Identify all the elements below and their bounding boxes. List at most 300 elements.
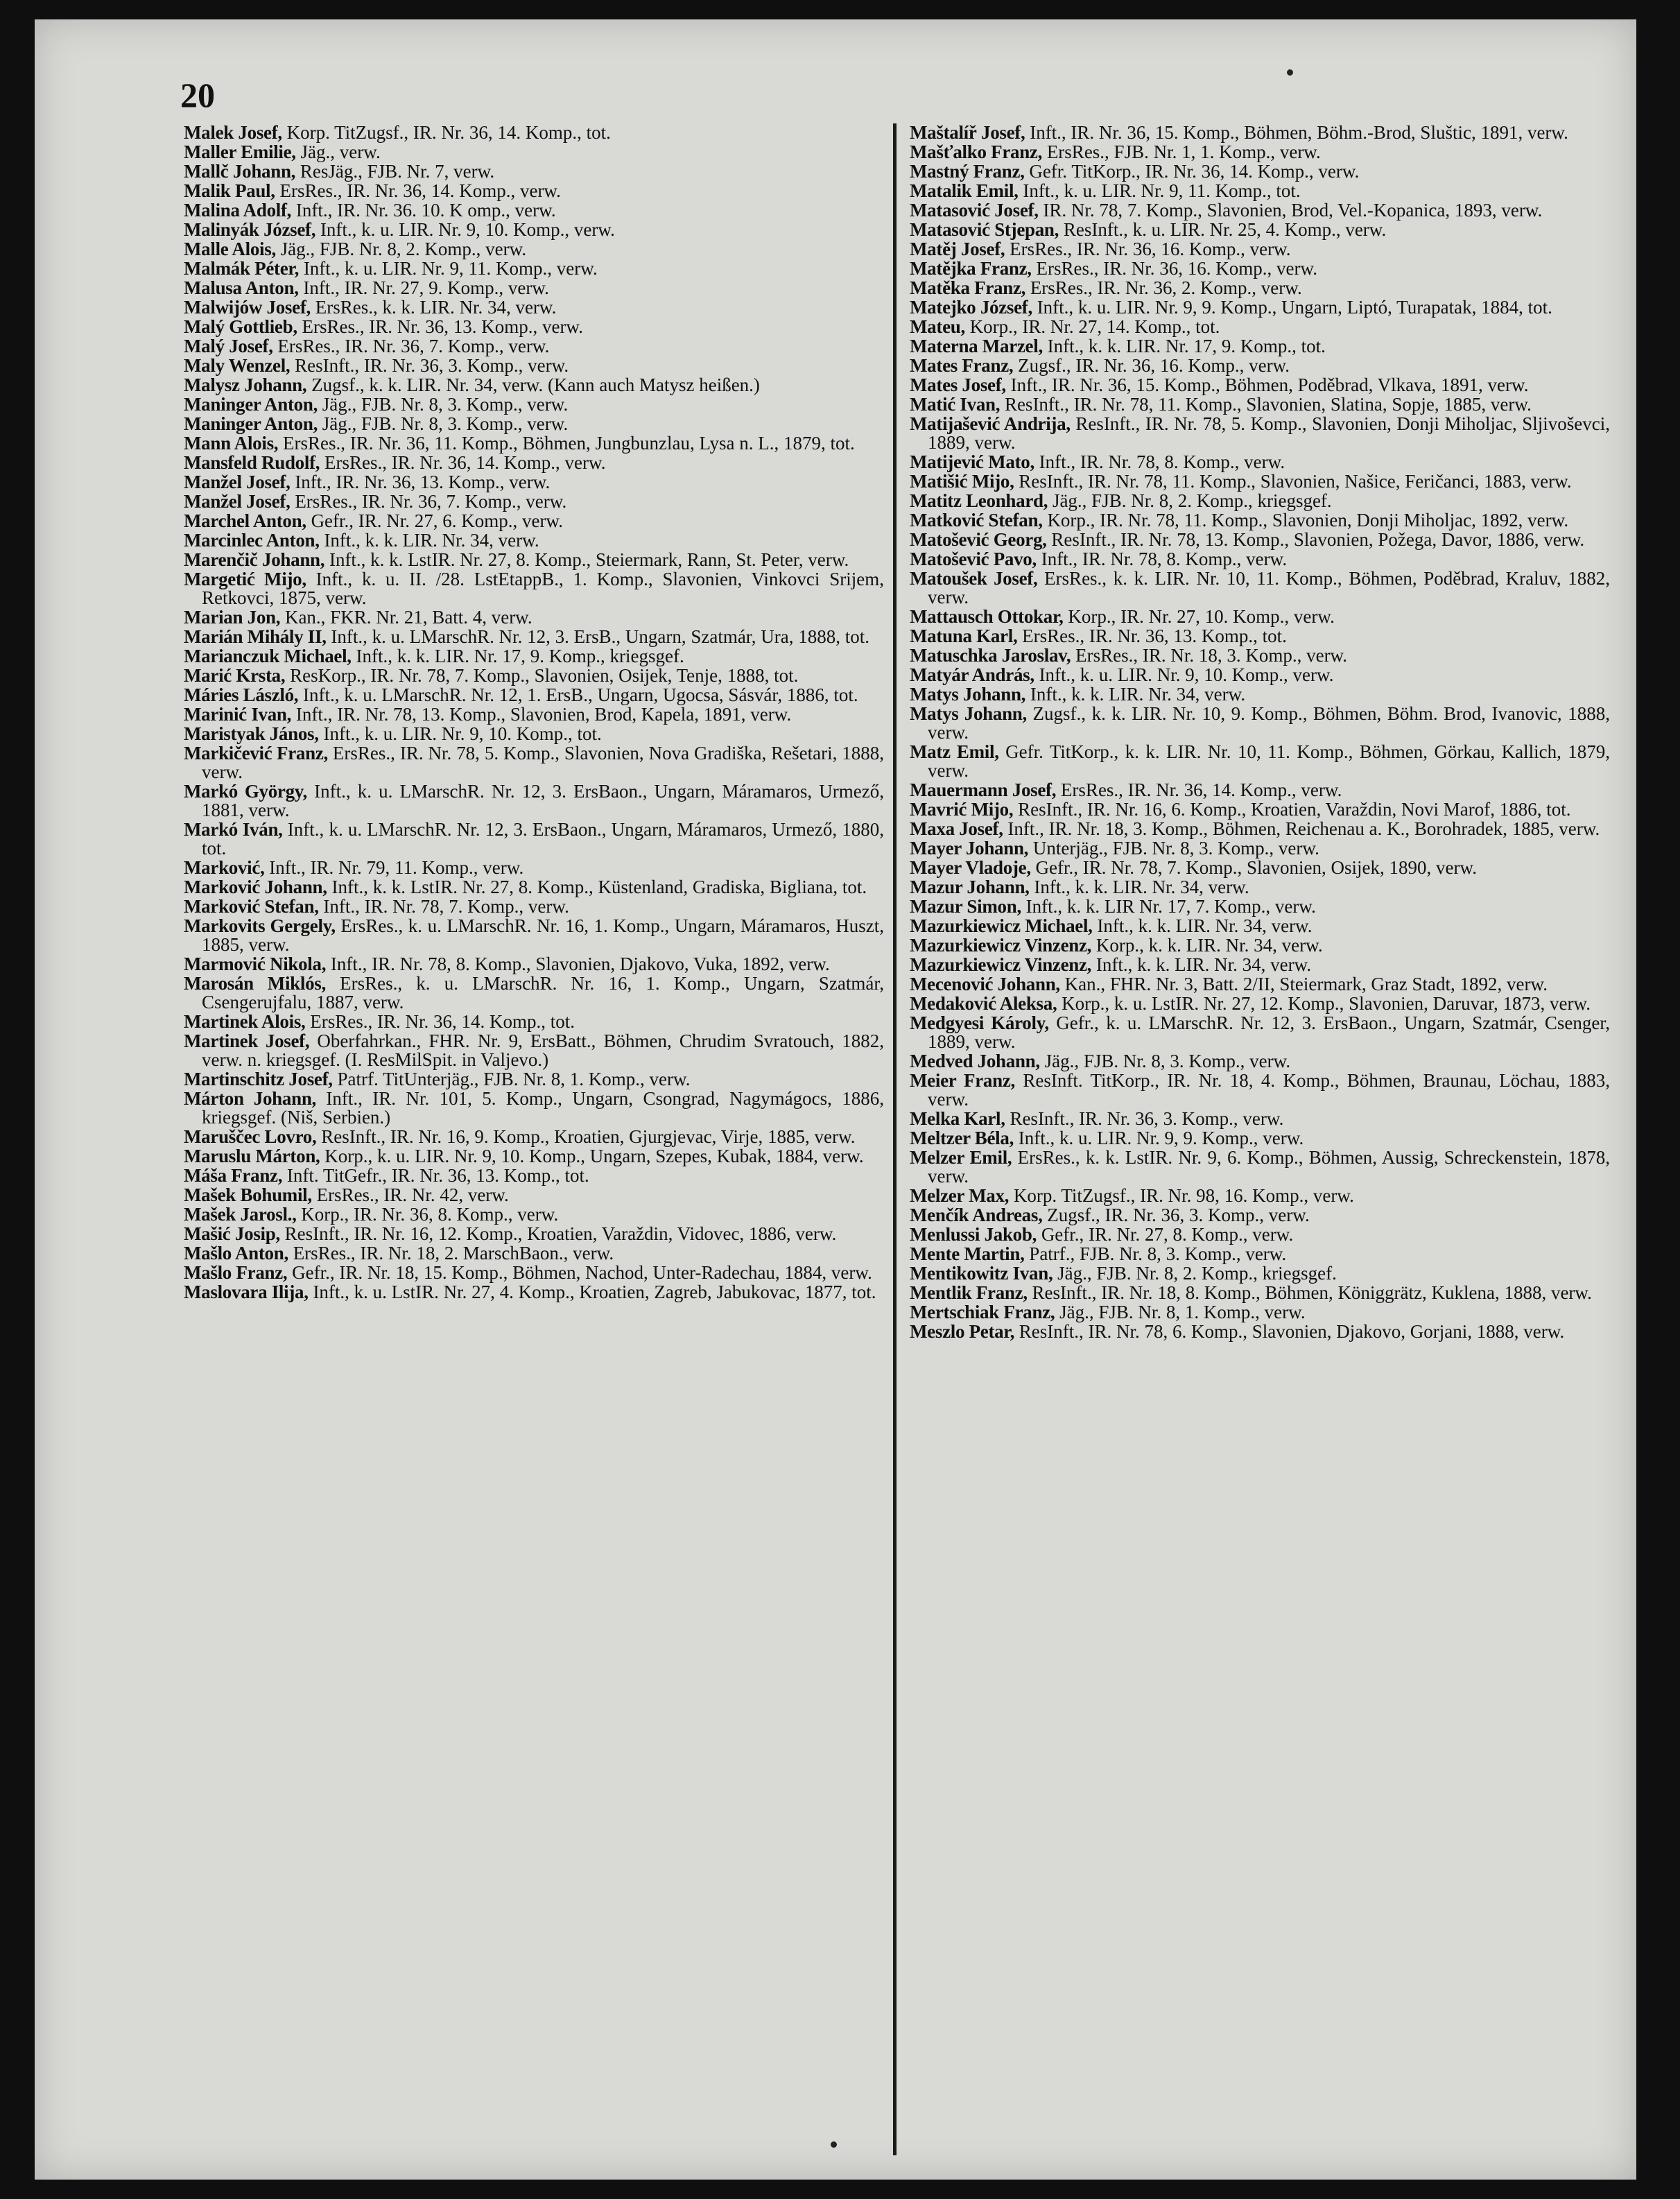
entry-name: Markó Iván, bbox=[184, 819, 283, 840]
entry-name: Malina Adolf, bbox=[184, 200, 292, 221]
entry-details: Gefr., IR. Nr. 27, 6. Komp., verw. bbox=[306, 510, 564, 531]
entry-details: ErsRes., IR. Nr. 36, 7. Komp., verw. bbox=[290, 491, 567, 512]
list-item bbox=[184, 705, 884, 724]
entry-details: ResInft. TitKorp., IR. Nr. 18, 4. Komp., Böhmen, Braunau, Löchau, 1883, verw. bbox=[928, 1070, 1610, 1110]
entry-name: Menčík Andreas, bbox=[910, 1205, 1043, 1225]
entry-details: ResKorp., IR. Nr. 78, 7. Komp., Slavonien, Osijek, Tenje, 1888, tot. bbox=[285, 665, 799, 686]
list-item bbox=[910, 607, 1610, 626]
list-item bbox=[910, 975, 1610, 994]
entry-details: Jäg., FJB. Nr. 8, 2. Komp., verw. bbox=[275, 239, 527, 259]
entry-details: Jäg., FJB. Nr. 8, 3. Komp., verw. bbox=[1039, 1051, 1291, 1071]
entry-name: Matěka Franz, bbox=[910, 277, 1026, 298]
entry-details: Inft., IR. Nr. 78, 13. Komp., Slavonien, Brod, Kapela, 1891, verw. bbox=[291, 704, 792, 725]
entry-details: ResJäg., FJB. Nr. 7, verw. bbox=[295, 161, 495, 182]
list-item bbox=[910, 956, 1610, 974]
entry-details: ResInft., IR. Nr. 78, 11. Komp., Slavonien, Našice, Feričanci, 1883, verw. bbox=[1014, 471, 1572, 492]
list-item bbox=[910, 531, 1610, 549]
list-item bbox=[910, 1245, 1610, 1264]
entry-name: Maxa Josef, bbox=[910, 818, 1003, 839]
entry-name: Markičević Franz, bbox=[184, 743, 328, 764]
list-item bbox=[184, 182, 884, 200]
entry-name: Malek Josef, bbox=[184, 122, 282, 143]
list-item bbox=[184, 259, 884, 278]
entry-name: Martinek Josef, bbox=[184, 1030, 310, 1051]
list-item bbox=[184, 143, 884, 162]
entry-details: Inft., k. u. LMarschR. Nr. 12, 3. ErsBaon., Ungarn, Máramaros, Urmező, 1880, tot. bbox=[202, 819, 884, 859]
entry-details: ResInft., IR. Nr. 16, 6. Komp., Kroatien, Varaždin, Novi Marof, 1886, tot. bbox=[1013, 799, 1571, 820]
entry-details: ResInft., IR. Nr. 36, 3. Komp., verw. bbox=[1005, 1108, 1284, 1129]
entry-name: Matejko József, bbox=[910, 297, 1032, 318]
entry-name: Márton Johann, bbox=[184, 1088, 316, 1109]
list-item bbox=[184, 512, 884, 531]
list-item bbox=[910, 395, 1610, 414]
entry-details: Inft., k. u. LIR. Nr. 9, 10. Komp., verw. bbox=[315, 219, 615, 240]
entry-details: Inft., k. k. LIR. Nr. 17, 9. Komp., tot. bbox=[1042, 336, 1326, 356]
list-item bbox=[910, 1129, 1610, 1148]
entry-details: ErsRes., k. k. LstIR. Nr. 9, 6. Komp., Böhmen, Aussig, Schreckenstein, 1878, verw. bbox=[928, 1147, 1610, 1187]
entry-details: Oberfahrkan., FHR. Nr. 9, ErsBatt., Böhmen, Chrudim Svratouch, 1882, verw. n. kriegsgef. (I. ResMilSpit. in Valjevo.) bbox=[202, 1030, 884, 1070]
entry-details: ErsRes., IR. Nr. 36, 14. Komp., verw. bbox=[1056, 779, 1342, 800]
list-item bbox=[184, 279, 884, 297]
list-item bbox=[910, 123, 1610, 142]
list-item bbox=[910, 569, 1610, 607]
entry-name: Maruščec Lovro, bbox=[184, 1126, 317, 1147]
entry-details: ErsRes., IR. Nr. 18, 3. Komp., verw. bbox=[1071, 645, 1348, 666]
entry-name: Mentikowitz Ivan, bbox=[910, 1263, 1053, 1284]
entry-name: Mattausch Ottokar, bbox=[910, 606, 1064, 627]
entry-name: Matišić Mijo, bbox=[910, 471, 1014, 492]
entry-details: Patrf., FJB. Nr. 8, 3. Komp., verw. bbox=[1024, 1243, 1287, 1264]
list-item bbox=[184, 1225, 884, 1243]
list-item bbox=[910, 1110, 1610, 1128]
list-item bbox=[910, 839, 1610, 858]
list-item bbox=[184, 1244, 884, 1263]
list-item bbox=[910, 627, 1610, 646]
list-item bbox=[910, 781, 1610, 800]
entry-name: Mašťalko Franz, bbox=[910, 141, 1043, 162]
entry-name: Mašek Bohumil, bbox=[184, 1184, 312, 1205]
list-item bbox=[910, 492, 1610, 510]
entry-details: Korp., IR. Nr. 27, 10. Komp., verw. bbox=[1063, 606, 1335, 627]
entry-name: Marosán Miklós, bbox=[184, 973, 326, 994]
entry-details: Inft., IR. Nr. 78, 8. Komp., verw. bbox=[1034, 451, 1285, 472]
list-item bbox=[184, 473, 884, 492]
entry-details: Zugsf., k. k. LIR. Nr. 10, 9. Komp., Böhmen, Böhm. Brod, Ivanovic, 1888, verw. bbox=[928, 703, 1610, 743]
entry-name: Matuna Karl, bbox=[910, 626, 1018, 646]
entry-details: Patrf. TitUnterjäg., FJB. Nr. 8, 1. Komp., verw. bbox=[332, 1069, 691, 1089]
entry-name: Mayer Johann, bbox=[910, 838, 1029, 859]
entry-name: Matz Emil, bbox=[910, 741, 999, 762]
list-item bbox=[910, 472, 1610, 491]
entry-details: Gefr., IR. Nr. 18, 15. Komp., Böhmen, Nachod, Unter-Radechau, 1884, verw. bbox=[287, 1262, 872, 1283]
entry-details: ErsRes., IR. Nr. 36, 7. Komp., verw. bbox=[272, 336, 550, 356]
entry-details: Inft., IR. Nr. 36, 13. Komp., verw. bbox=[290, 472, 551, 492]
entry-details: Inft., k. u. LMarschR. Nr. 12, 3. ErsB., Ungarn, Szatmár, Ura, 1888, tot. bbox=[326, 626, 869, 647]
list-item bbox=[910, 1014, 1610, 1051]
list-item bbox=[910, 356, 1610, 375]
entry-details: Jäg., FJB. Nr. 8, 2. Komp., kriegsgef. bbox=[1048, 490, 1332, 511]
entry-details: Inft., IR. Nr. 78, 7. Komp., verw. bbox=[318, 896, 569, 917]
entry-name: Meier Franz, bbox=[910, 1070, 1015, 1091]
entry-details: Korp., k. u. LIR. Nr. 9, 10. Komp., Ungarn, Szepes, Kubak, 1884, verw. bbox=[320, 1146, 864, 1166]
entry-details: Inft., k. u. II. /28. LstEtappB., 1. Komp., Slavonien, Vinkovci Srijem, Retkovci, 1875, verw. bbox=[202, 569, 884, 608]
entry-details: Inft., k. u. LstIR. Nr. 27, 4. Komp., Kroatien, Zagreb, Jabukovac, 1877, tot. bbox=[308, 1282, 876, 1302]
list-item bbox=[184, 628, 884, 646]
entry-details: ErsRes., IR. Nr. 36, 2. Komp., verw. bbox=[1025, 277, 1302, 298]
entry-name: Maninger Anton, bbox=[184, 413, 318, 434]
entry-name: Maninger Anton, bbox=[184, 394, 318, 415]
entry-name: Mavrić Mijo, bbox=[910, 799, 1014, 820]
entry-name: Mayer Vladoje, bbox=[910, 857, 1031, 878]
entry-name: Matějka Franz, bbox=[910, 258, 1032, 279]
entry-details: ResInft., IR. Nr. 78, 6. Komp., Slavonien, Djakovo, Gorjani, 1888, verw. bbox=[1014, 1321, 1565, 1342]
entry-name: Mertschiak Franz, bbox=[910, 1302, 1055, 1322]
list-item bbox=[184, 1128, 884, 1146]
entry-name: Marchel Anton, bbox=[184, 510, 306, 531]
entry-details: IR. Nr. 78, 7. Komp., Slavonien, Brod, Vel.-Kopanica, 1893, verw. bbox=[1038, 200, 1543, 221]
entry-details: ErsRes., k. u. LMarschR. Nr. 16, 1. Komp., Ungarn, Máramaros, Huszt, 1885, verw. bbox=[202, 915, 884, 955]
list-item bbox=[184, 337, 884, 356]
list-item bbox=[184, 1070, 884, 1089]
list-item bbox=[184, 1147, 884, 1166]
left-column bbox=[184, 123, 884, 1302]
list-item bbox=[910, 1322, 1610, 1341]
entry-details: Inft., IR. Nr. 36. 10. K omp., verw. bbox=[291, 200, 556, 221]
list-item bbox=[910, 705, 1610, 742]
entry-details: ErsRes., IR. Nr. 36, 13. Komp., verw. bbox=[297, 316, 583, 337]
entry-name: Mašlo Franz, bbox=[184, 1262, 288, 1283]
entry-name: Marián Mihály II, bbox=[184, 626, 327, 647]
entry-name: Marenčič Johann, bbox=[184, 549, 325, 570]
entry-details: Jäg., FJB. Nr. 8, 2. Komp., kriegsgef. bbox=[1053, 1263, 1337, 1284]
entry-name: Marcinlec Anton, bbox=[184, 530, 320, 551]
entry-details: Inft. TitGefr., IR. Nr. 36, 13. Komp., tot. bbox=[282, 1165, 589, 1186]
list-item bbox=[910, 666, 1610, 684]
list-item bbox=[184, 162, 884, 181]
list-item bbox=[184, 221, 884, 239]
list-item bbox=[184, 454, 884, 472]
list-item bbox=[910, 240, 1610, 259]
list-item bbox=[910, 453, 1610, 472]
list-item bbox=[910, 318, 1610, 336]
entry-name: Matošević Pavo, bbox=[910, 549, 1037, 569]
entry-details: Zugsf., k. k. LIR. Nr. 34, verw. (Kann auch Matysz heißen.) bbox=[306, 374, 760, 395]
list-item bbox=[910, 800, 1610, 819]
entry-name: Matijević Mato, bbox=[910, 451, 1034, 472]
list-item bbox=[910, 1303, 1610, 1322]
right-column bbox=[910, 123, 1610, 1342]
entry-name: Maslovara Ilija, bbox=[184, 1282, 309, 1302]
list-item bbox=[184, 1283, 884, 1302]
entry-details: ErsRes., k. k. LIR. Nr. 34, verw. bbox=[310, 297, 557, 318]
entry-name: Mente Martin, bbox=[910, 1243, 1025, 1264]
entry-details: Inft., k. u. LIR. Nr. 9, 9. Komp., Ungarn, Liptó, Turapatak, 1884, tot. bbox=[1032, 297, 1552, 318]
entry-details: Inft., k. u. LIR. Nr. 9, 11. Komp., tot. bbox=[1018, 180, 1301, 201]
entry-details: Inft., k. k. LIR Nr. 17, 7. Komp., verw. bbox=[1021, 896, 1316, 917]
entry-name: Menlussi Jakob, bbox=[910, 1224, 1037, 1245]
entry-name: Matasović Stjepan, bbox=[910, 219, 1059, 240]
list-item bbox=[184, 201, 884, 220]
entry-details: ErsRes., k. k. LIR. Nr. 10, 11. Komp., Böhmen, Poděbrad, Kraluv, 1882, verw. bbox=[928, 568, 1610, 607]
entry-details: Inft., k. u. LMarschR. Nr. 12, 3. ErsBaon., Ungarn, Máramaros, Urmező, 1881, verw. bbox=[202, 781, 884, 820]
entry-name: Matošević Georg, bbox=[910, 529, 1047, 550]
entry-name: Matasović Josef, bbox=[910, 200, 1039, 221]
list-item bbox=[184, 686, 884, 705]
entry-name: Mašić Josip, bbox=[184, 1223, 280, 1244]
list-item bbox=[910, 162, 1610, 181]
entry-details: Inft., k. k. LIR. Nr. 17, 9. Komp., kriegsgef. bbox=[351, 646, 684, 666]
entry-details: Gefr. TitKorp., k. k. LIR. Nr. 10, 11. Komp., Böhmen, Görkau, Kallich, 1879, verw. bbox=[928, 741, 1611, 781]
entry-details: ErsRes., IR. Nr. 36, 13. Komp., tot. bbox=[1017, 626, 1287, 646]
entry-details: ResInft., k. u. LIR. Nr. 25, 4. Komp., verw. bbox=[1059, 219, 1387, 240]
entry-name: Marian Jon, bbox=[184, 607, 281, 628]
entry-details: ErsRes., k. u. LMarschR. Nr. 16, 1. Komp., Ungarn, Szatmár, Csengerujfalu, 1887, verw. bbox=[202, 973, 884, 1012]
entry-name: Mazur Johann, bbox=[910, 877, 1030, 897]
entry-name: Matijašević Andrija, bbox=[910, 413, 1071, 434]
list-item bbox=[184, 376, 884, 395]
list-item bbox=[184, 1205, 884, 1224]
entry-name: Mates Franz, bbox=[910, 355, 1014, 376]
list-item bbox=[910, 337, 1610, 356]
entry-name: Matić Ivan, bbox=[910, 394, 1001, 415]
entry-name: Mann Alois, bbox=[184, 433, 279, 454]
entry-details: ErsRes., FJB. Nr. 1, 1. Komp., verw. bbox=[1042, 141, 1321, 162]
list-item bbox=[910, 646, 1610, 665]
entry-name: Maristyak János, bbox=[184, 723, 319, 744]
entry-details: Korp., IR. Nr. 27, 14. Komp., tot. bbox=[964, 316, 1220, 337]
entry-name: Martinschitz Josef, bbox=[184, 1069, 333, 1089]
entry-name: Marianczuk Michael, bbox=[184, 646, 352, 666]
entry-details: Inft., IR. Nr. 101, 5. Komp., Ungarn, Csongrad, Nagymágocs, 1886, kriegsgef. (Niš, Serbien.) bbox=[202, 1088, 884, 1128]
list-item bbox=[910, 221, 1610, 239]
entry-name: Maštalíř Josef, bbox=[910, 122, 1025, 143]
entry-name: Maller Emilie, bbox=[184, 141, 296, 162]
entry-details: Gefr., k. u. LMarschR. Nr. 12, 3. ErsBaon., Ungarn, Szatmár, Csenger, 1889, verw. bbox=[928, 1012, 1611, 1052]
list-item bbox=[184, 570, 884, 607]
entry-name: Medgyesi Károly, bbox=[910, 1012, 1049, 1033]
entry-details: Korp., IR. Nr. 78, 11. Komp., Slavonien, Donji Miholjac, 1892, verw. bbox=[1042, 510, 1569, 531]
entry-details: ResInft., IR. Nr. 36, 3. Komp., verw. bbox=[290, 355, 569, 376]
list-item bbox=[184, 782, 884, 820]
list-item bbox=[184, 123, 884, 142]
entry-details: Unterjäg., FJB. Nr. 8, 3. Komp., verw. bbox=[1028, 838, 1319, 859]
entry-details: Kan., FHR. Nr. 3, Batt. 2/II, Steiermark, Graz Stadt, 1892, verw. bbox=[1059, 974, 1548, 994]
entry-details: Inft., IR. Nr. 79, 11. Komp., verw. bbox=[264, 857, 524, 878]
entry-details: Jäg., FJB. Nr. 8, 3. Komp., verw. bbox=[318, 413, 569, 434]
entry-details: Inft., k. k. LIR. Nr. 34, verw. bbox=[1092, 915, 1313, 936]
entry-name: Malinyák József, bbox=[184, 219, 316, 240]
list-item bbox=[910, 1148, 1610, 1186]
list-item bbox=[910, 897, 1610, 916]
entry-details: Inft., k. k. LstIR. Nr. 27, 8. Komp., Küstenland, Gradiska, Bigliana, tot. bbox=[327, 877, 867, 897]
entry-name: Malwijów Josef, bbox=[184, 297, 311, 318]
list-item bbox=[910, 376, 1610, 395]
list-item bbox=[184, 395, 884, 414]
entry-details: ErsRes., IR. Nr. 78, 5. Komp., Slavonien, Nova Gradiška, Rešetari, 1888, verw. bbox=[202, 743, 885, 782]
entry-name: Mazur Simon, bbox=[910, 896, 1021, 917]
entry-name: Manžel Josef, bbox=[184, 472, 291, 492]
list-item bbox=[184, 666, 884, 685]
entry-name: Matković Stefan, bbox=[910, 510, 1043, 531]
entry-details: Jäg., FJB. Nr. 8, 3. Komp., verw. bbox=[318, 394, 569, 415]
entry-name: Medaković Aleksa, bbox=[910, 993, 1057, 1014]
entry-details: Gefr., IR. Nr. 27, 8. Komp., verw. bbox=[1037, 1224, 1294, 1245]
entry-name: Malý Gottlieb, bbox=[184, 316, 297, 337]
list-item bbox=[184, 492, 884, 511]
entry-details: ErsRes., IR. Nr. 36, 16. Komp., verw. bbox=[1031, 258, 1317, 279]
entry-details: Korp. TitZugsf., IR. Nr. 98, 16. Komp., verw. bbox=[1009, 1185, 1354, 1206]
entry-name: Mazurkiewicz Vinzenz, bbox=[910, 935, 1092, 956]
entry-details: Inft., k. k. LstIR. Nr. 27, 8. Komp., Steiermark, Rann, St. Peter, verw. bbox=[324, 549, 849, 570]
list-item bbox=[910, 182, 1610, 200]
entry-name: Melzer Max, bbox=[910, 1185, 1010, 1206]
entry-name: Meltzer Béla, bbox=[910, 1128, 1014, 1148]
list-item bbox=[184, 917, 884, 954]
entry-details: Jäg., FJB. Nr. 8, 1. Komp., verw. bbox=[1055, 1302, 1306, 1322]
list-item bbox=[910, 1071, 1610, 1109]
entry-name: Mansfeld Rudolf, bbox=[184, 452, 320, 473]
entry-details: ErsRes., IR. Nr. 36, 11. Komp., Böhmen, Jungbunzlau, Lysa n. L., 1879, tot. bbox=[278, 433, 855, 454]
entry-details: Inft., k. k. LIR. Nr. 34, verw. bbox=[1091, 954, 1312, 975]
list-item bbox=[184, 1186, 884, 1205]
list-item bbox=[184, 725, 884, 743]
entry-name: Mastný Franz, bbox=[910, 161, 1025, 182]
list-item bbox=[910, 1225, 1610, 1244]
entry-details: Inft., k. u. LIR. Nr. 9, 10. Komp., verw. bbox=[1034, 664, 1334, 685]
entry-details: ErsRes., IR. Nr. 42, verw. bbox=[311, 1184, 509, 1205]
list-item bbox=[910, 1187, 1610, 1205]
list-item bbox=[910, 511, 1610, 530]
entry-details: Korp. TitZugsf., IR. Nr. 36, 14. Komp., tot. bbox=[282, 122, 611, 143]
list-item bbox=[184, 1089, 884, 1127]
entry-name: Mašek Jarosl., bbox=[184, 1204, 297, 1225]
entry-name: Maly Wenzel, bbox=[184, 355, 291, 376]
list-item bbox=[184, 1264, 884, 1282]
entry-name: Mallč Johann, bbox=[184, 161, 296, 182]
list-item bbox=[910, 878, 1610, 897]
entry-details: Inft., k. k. LIR. Nr. 34, verw. bbox=[1029, 877, 1249, 897]
entry-name: Matys Johann, bbox=[910, 703, 1027, 724]
entry-name: Maruslu Márton, bbox=[184, 1146, 320, 1166]
list-item bbox=[910, 143, 1610, 162]
entry-name: Marković, bbox=[184, 857, 265, 878]
list-item bbox=[184, 1166, 884, 1185]
entry-details: Jäg., verw. bbox=[295, 141, 381, 162]
list-item bbox=[910, 859, 1610, 877]
list-item bbox=[184, 298, 884, 317]
entry-name: Máša Franz, bbox=[184, 1165, 283, 1186]
entry-name: Meszlo Petar, bbox=[910, 1321, 1015, 1342]
list-item bbox=[184, 434, 884, 453]
entry-details: Inft., k. k. LIR. Nr. 34, verw. bbox=[1025, 684, 1246, 705]
document-page bbox=[35, 19, 1636, 2180]
list-item bbox=[910, 685, 1610, 704]
entry-name: Mentlik Franz, bbox=[910, 1282, 1028, 1303]
list-item bbox=[184, 897, 884, 916]
list-item bbox=[910, 936, 1610, 955]
entry-details: Inft., IR. Nr. 36, 15. Komp., Böhmen, Poděbrad, Vlkava, 1891, verw. bbox=[1005, 374, 1529, 395]
list-item bbox=[184, 415, 884, 433]
list-item bbox=[910, 279, 1610, 297]
list-item bbox=[910, 820, 1610, 838]
list-item bbox=[910, 994, 1610, 1013]
entry-details: ResInft., IR. Nr. 78, 5. Komp., Slavonien, Donji Miholjac, Sljivoševci, 1889, verw. bbox=[928, 413, 1610, 453]
entry-name: Markó György, bbox=[184, 781, 307, 802]
entry-details: Korp., k. u. LstIR. Nr. 27, 12. Komp., Slavonien, Daruvar, 1873, verw. bbox=[1057, 993, 1591, 1014]
entry-name: Malý Josef, bbox=[184, 336, 273, 356]
entry-details: Inft., k. u. LIR. Nr. 9, 9. Komp., verw. bbox=[1014, 1128, 1304, 1148]
entry-name: Matalik Emil, bbox=[910, 180, 1019, 201]
list-item bbox=[184, 240, 884, 259]
list-item bbox=[184, 955, 884, 974]
entry-name: Mauermann Josef, bbox=[910, 779, 1057, 800]
list-item bbox=[910, 1052, 1610, 1071]
entry-name: Materna Marzel, bbox=[910, 336, 1043, 356]
entry-name: Margetić Mijo, bbox=[184, 569, 306, 589]
entry-name: Marković Johann, bbox=[184, 877, 327, 897]
speck-mark bbox=[831, 2141, 837, 2148]
entry-details: ErsRes., IR. Nr. 36, 14. Komp., verw. bbox=[275, 180, 561, 201]
entry-name: Matoušek Josef, bbox=[910, 568, 1038, 589]
list-item bbox=[910, 1264, 1610, 1283]
entry-name: Mazurkiewicz Vinzenz, bbox=[910, 954, 1092, 975]
list-item bbox=[910, 917, 1610, 935]
list-item bbox=[910, 743, 1610, 780]
entry-name: Martinek Alois, bbox=[184, 1011, 306, 1032]
entry-details: ResInft., IR. Nr. 78, 13. Komp., Slavonien, Požega, Davor, 1886, verw. bbox=[1046, 529, 1585, 550]
list-item bbox=[184, 608, 884, 627]
entry-name: Mecenović Johann, bbox=[910, 974, 1060, 994]
list-item bbox=[184, 1032, 884, 1069]
entry-details: Gefr. TitKorp., IR. Nr. 36, 14. Komp., verw. bbox=[1024, 161, 1360, 182]
list-item bbox=[910, 259, 1610, 278]
entry-details: Inft., k. u. LIR. Nr. 9, 11. Komp., verw. bbox=[299, 258, 598, 279]
entry-details: Gefr., IR. Nr. 78, 7. Komp., Slavonien, Osijek, 1890, verw. bbox=[1030, 857, 1477, 878]
entry-name: Máries László, bbox=[184, 684, 299, 705]
entry-details: Inft., IR. Nr. 36, 15. Komp., Böhmen, Böhm.-Brod, Sluštic, 1891, verw. bbox=[1025, 122, 1568, 143]
entry-name: Medved Johann, bbox=[910, 1051, 1040, 1071]
entry-details: ResInft., IR. Nr. 18, 8. Komp., Böhmen, Königgrätz, Kuklena, 1888, verw. bbox=[1027, 1282, 1592, 1303]
entry-details: Korp., k. k. LIR. Nr. 34, verw. bbox=[1091, 935, 1323, 956]
entry-name: Matitz Leonhard, bbox=[910, 490, 1048, 511]
entry-name: Malle Alois, bbox=[184, 239, 276, 259]
entry-details: Inft., IR. Nr. 18, 3. Komp., Böhmen, Reichenau a. K., Borohradek, 1885, verw. bbox=[1003, 818, 1600, 839]
entry-details: ResInft., IR. Nr. 16, 9. Komp., Kroatien, Gjurgjevac, Virje, 1885, verw. bbox=[316, 1126, 856, 1147]
entry-name: Mates Josef, bbox=[910, 374, 1006, 395]
entry-name: Malysz Johann, bbox=[184, 374, 307, 395]
entry-details: ResInft., IR. Nr. 16, 12. Komp., Kroatien, Varaždin, Vidovec, 1886, verw. bbox=[279, 1223, 837, 1244]
list-item bbox=[910, 1206, 1610, 1225]
entry-details: Korp., IR. Nr. 36, 8. Komp., verw. bbox=[296, 1204, 559, 1225]
list-item bbox=[184, 744, 884, 782]
list-item bbox=[184, 318, 884, 336]
list-item bbox=[184, 820, 884, 858]
entry-details: Inft., k. u. LMarschR. Nr. 12, 1. ErsB., Ungarn, Ugocsa, Sásvár, 1886, tot. bbox=[298, 684, 858, 705]
list-item bbox=[910, 550, 1610, 569]
entry-name: Melka Karl, bbox=[910, 1108, 1005, 1129]
list-item bbox=[184, 974, 884, 1012]
entry-details: Inft., k. u. LIR. Nr. 9, 10. Komp., tot. bbox=[318, 723, 602, 744]
entry-details: Kan., FKR. Nr. 21, Batt. 4, verw. bbox=[280, 607, 532, 628]
entry-details: Inft., IR. Nr. 27, 9. Komp., verw. bbox=[298, 277, 549, 298]
entry-name: Mazurkiewicz Michael, bbox=[910, 915, 1093, 936]
entry-details: ErsRes., IR. Nr. 36, 14. Komp., verw. bbox=[320, 452, 606, 473]
entry-name: Mateu, bbox=[910, 316, 965, 337]
entry-name: Manžel Josef, bbox=[184, 491, 291, 512]
entry-details: ErsRes., IR. Nr. 36, 16. Komp., verw. bbox=[1005, 239, 1291, 259]
list-item bbox=[910, 201, 1610, 220]
list-item bbox=[910, 298, 1610, 317]
